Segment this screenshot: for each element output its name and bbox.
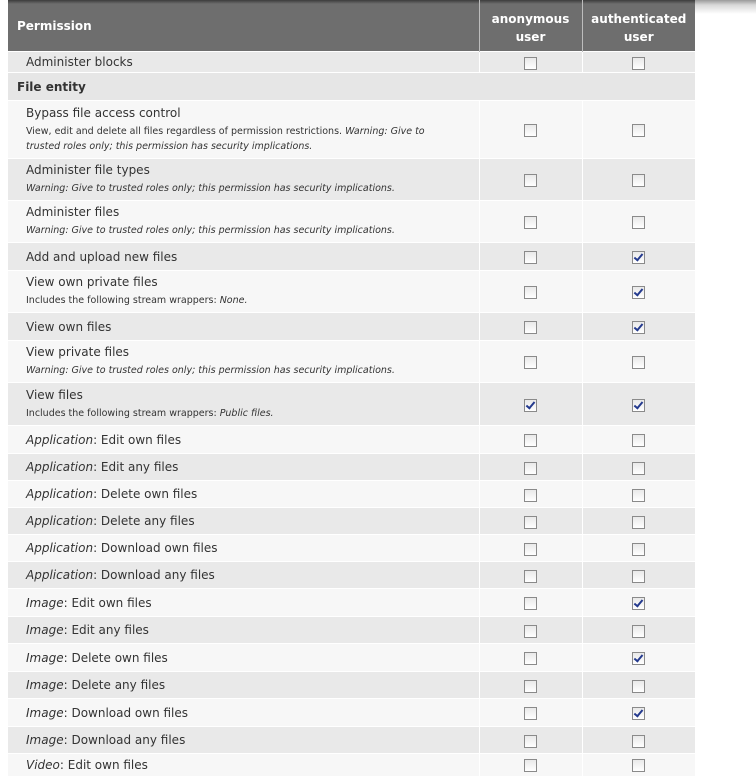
permission-cell bbox=[8, 201, 479, 243]
permission-cell bbox=[8, 159, 479, 201]
file-type-prefix: Image bbox=[26, 705, 64, 720]
permission-title bbox=[26, 55, 461, 69]
authenticated-user-column-header bbox=[582, 0, 695, 52]
permission-cell bbox=[8, 672, 479, 699]
permission-title bbox=[26, 678, 461, 692]
authenticated-user-checkbox[interactable] bbox=[632, 735, 645, 748]
anonymous-user-cell bbox=[479, 727, 582, 754]
permission-title bbox=[26, 623, 461, 637]
permission-title bbox=[26, 163, 461, 177]
authenticated-user-cell bbox=[582, 727, 695, 754]
anonymous-user-checkbox[interactable] bbox=[524, 124, 537, 137]
permission-cell bbox=[8, 754, 479, 776]
anonymous-user-cell bbox=[479, 426, 582, 454]
permission-title bbox=[26, 460, 461, 474]
permission-description bbox=[26, 124, 461, 154]
permission-row bbox=[8, 383, 695, 426]
permission-row bbox=[8, 727, 695, 754]
description-text: Includes the following stream wrappers: bbox=[26, 407, 220, 419]
description-emphasis: Public files. bbox=[219, 407, 274, 419]
permission-title bbox=[26, 487, 461, 501]
description-emphasis: Warning: Give to trusted roles only; this permission has security implications. bbox=[26, 225, 395, 236]
authenticated-user-checkbox[interactable] bbox=[632, 399, 645, 412]
permission-cell bbox=[8, 383, 479, 426]
role-name-line2: user bbox=[515, 29, 546, 44]
window-shadow bbox=[695, 0, 756, 14]
anonymous-user-checkbox[interactable] bbox=[524, 735, 537, 748]
anonymous-user-cell bbox=[479, 617, 582, 644]
permissions-table bbox=[8, 0, 695, 776]
authenticated-user-cell bbox=[582, 341, 695, 383]
authenticated-user-cell bbox=[582, 535, 695, 562]
permission-row bbox=[8, 644, 695, 672]
authenticated-user-checkbox[interactable] bbox=[632, 759, 645, 772]
file-type-prefix: Application bbox=[26, 487, 94, 501]
anonymous-user-cell bbox=[479, 383, 582, 426]
permission-title bbox=[26, 706, 461, 720]
permission-title bbox=[26, 758, 461, 772]
authenticated-user-checkbox[interactable] bbox=[632, 570, 645, 583]
permission-title-text: View own private files bbox=[26, 275, 158, 289]
role-name-line1: authenticated bbox=[591, 11, 687, 26]
authenticated-user-checkbox[interactable] bbox=[632, 543, 645, 556]
anonymous-user-cell bbox=[479, 481, 582, 508]
permission-title-text: : Delete any files bbox=[63, 678, 166, 692]
permission-title-text: View private files bbox=[26, 345, 130, 359]
permission-title bbox=[26, 596, 461, 610]
file-type-prefix: Application bbox=[26, 541, 94, 555]
anonymous-user-checkbox[interactable] bbox=[524, 57, 537, 70]
permission-title-text: View files bbox=[26, 387, 83, 402]
permission-row bbox=[8, 699, 695, 727]
permission-row bbox=[8, 508, 695, 535]
authenticated-user-checkbox[interactable] bbox=[632, 516, 645, 529]
permission-cell bbox=[8, 562, 479, 589]
description-text: View, edit and delete all files regardless of permission restrictions. bbox=[26, 125, 346, 137]
permission-title-text: Administer files bbox=[26, 205, 120, 219]
authenticated-user-cell bbox=[582, 562, 695, 589]
permission-title-text: : Edit any files bbox=[63, 623, 149, 637]
description-emphasis: None. bbox=[219, 295, 248, 306]
permission-title-text: : Edit own files bbox=[63, 595, 152, 610]
permission-row bbox=[8, 201, 695, 243]
permission-title-text: : Delete own files bbox=[93, 487, 198, 501]
anonymous-user-checkbox[interactable] bbox=[524, 597, 537, 610]
authenticated-user-checkbox[interactable] bbox=[632, 707, 645, 720]
permission-row bbox=[8, 481, 695, 508]
permission-title bbox=[26, 205, 461, 219]
anonymous-user-cell bbox=[479, 243, 582, 271]
permission-title bbox=[26, 541, 461, 555]
anonymous-user-cell bbox=[479, 101, 582, 159]
authenticated-user-cell bbox=[582, 159, 695, 201]
permission-row bbox=[8, 243, 695, 271]
anonymous-user-checkbox[interactable] bbox=[524, 356, 537, 369]
permission-description bbox=[26, 181, 461, 196]
file-type-prefix: Image bbox=[26, 678, 64, 692]
permission-title bbox=[26, 275, 461, 289]
permission-title-text: : Edit own files bbox=[59, 757, 148, 772]
permission-cell bbox=[8, 52, 479, 73]
permission-title bbox=[26, 651, 461, 665]
permission-title bbox=[26, 514, 461, 528]
permission-title-text: : Delete own files bbox=[63, 650, 168, 665]
permission-row bbox=[8, 101, 695, 159]
authenticated-user-cell bbox=[582, 52, 695, 73]
permission-row bbox=[8, 52, 695, 73]
permission-title-text: : Edit any files bbox=[93, 460, 179, 474]
file-type-prefix: Image bbox=[26, 595, 64, 610]
authenticated-user-checkbox[interactable] bbox=[632, 489, 645, 502]
authenticated-user-cell bbox=[582, 271, 695, 313]
authenticated-user-cell bbox=[582, 508, 695, 535]
permission-row bbox=[8, 562, 695, 589]
permission-title bbox=[26, 250, 461, 264]
anonymous-user-cell bbox=[479, 589, 582, 617]
description-emphasis: Warning: Give to trusted roles only; this permission has security implications. bbox=[26, 365, 395, 376]
file-type-prefix: Application bbox=[26, 460, 94, 474]
permission-row bbox=[8, 159, 695, 201]
permission-title-text: Administer file types bbox=[26, 163, 150, 177]
permission-title-text: : Download own files bbox=[63, 705, 189, 720]
authenticated-user-checkbox[interactable] bbox=[632, 625, 645, 638]
permission-cell bbox=[8, 508, 479, 535]
authenticated-user-cell bbox=[582, 101, 695, 159]
authenticated-user-cell bbox=[582, 672, 695, 699]
authenticated-user-cell bbox=[582, 426, 695, 454]
anonymous-user-checkbox[interactable] bbox=[524, 759, 537, 772]
permission-cell bbox=[8, 101, 479, 159]
anonymous-user-cell bbox=[479, 508, 582, 535]
permission-title bbox=[26, 345, 461, 359]
authenticated-user-checkbox[interactable] bbox=[632, 652, 645, 665]
anonymous-user-checkbox[interactable] bbox=[524, 174, 537, 187]
permission-cell bbox=[8, 589, 479, 617]
file-type-prefix: Image bbox=[26, 733, 64, 747]
permission-cell bbox=[8, 454, 479, 481]
permission-cell bbox=[8, 271, 479, 313]
permission-description bbox=[26, 223, 461, 238]
permission-cell bbox=[8, 699, 479, 727]
anonymous-user-checkbox[interactable] bbox=[524, 434, 537, 447]
permission-title-text: Administer blocks bbox=[26, 55, 133, 69]
anonymous-user-checkbox[interactable] bbox=[524, 251, 537, 264]
authenticated-user-checkbox[interactable] bbox=[632, 124, 645, 137]
authenticated-user-checkbox[interactable] bbox=[632, 321, 645, 334]
authenticated-user-checkbox[interactable] bbox=[632, 174, 645, 187]
authenticated-user-cell bbox=[582, 644, 695, 672]
authenticated-user-cell bbox=[582, 754, 695, 776]
anonymous-user-cell bbox=[479, 672, 582, 699]
permission-cell bbox=[8, 727, 479, 754]
authenticated-user-cell bbox=[582, 313, 695, 341]
description-text: Includes the following stream wrappers: bbox=[26, 295, 220, 306]
permission-cell bbox=[8, 535, 479, 562]
authenticated-user-checkbox[interactable] bbox=[632, 434, 645, 447]
permission-title bbox=[26, 388, 461, 402]
anonymous-user-checkbox[interactable] bbox=[524, 516, 537, 529]
file-type-prefix: Image bbox=[26, 650, 64, 665]
role-name-line2: user bbox=[623, 29, 654, 44]
permission-row bbox=[8, 672, 695, 699]
authenticated-user-checkbox[interactable] bbox=[632, 462, 645, 475]
authenticated-user-cell bbox=[582, 699, 695, 727]
module-name: File entity bbox=[8, 73, 695, 101]
anonymous-user-checkbox[interactable] bbox=[524, 570, 537, 583]
permission-title bbox=[26, 106, 461, 120]
anonymous-user-cell bbox=[479, 644, 582, 672]
permission-cell bbox=[8, 426, 479, 454]
permission-cell bbox=[8, 243, 479, 271]
authenticated-user-checkbox[interactable] bbox=[632, 356, 645, 369]
authenticated-user-cell bbox=[582, 201, 695, 243]
authenticated-user-cell bbox=[582, 481, 695, 508]
permission-title-text: Add and upload new files bbox=[26, 249, 178, 264]
permission-cell bbox=[8, 644, 479, 672]
file-type-prefix: Application bbox=[26, 568, 94, 582]
anonymous-user-cell bbox=[479, 699, 582, 727]
anonymous-user-checkbox[interactable] bbox=[524, 321, 537, 334]
anonymous-user-checkbox[interactable] bbox=[524, 543, 537, 556]
permission-title-text: Bypass file access control bbox=[26, 105, 181, 120]
permission-cell bbox=[8, 313, 479, 341]
authenticated-user-cell bbox=[582, 243, 695, 271]
table-header-row bbox=[8, 0, 695, 52]
description-emphasis: Warning: Give to trusted roles only; this permission has security implications. bbox=[26, 183, 395, 194]
permission-row bbox=[8, 454, 695, 481]
authenticated-user-checkbox[interactable] bbox=[632, 597, 645, 610]
file-type-prefix: Application bbox=[26, 514, 94, 528]
authenticated-user-checkbox[interactable] bbox=[632, 57, 645, 70]
permission-description bbox=[26, 293, 461, 308]
permission-row bbox=[8, 754, 695, 776]
anonymous-user-cell bbox=[479, 313, 582, 341]
authenticated-user-cell bbox=[582, 589, 695, 617]
anonymous-user-cell bbox=[479, 52, 582, 73]
authenticated-user-checkbox[interactable] bbox=[632, 286, 645, 299]
anonymous-user-checkbox[interactable] bbox=[524, 707, 537, 720]
anonymous-user-checkbox[interactable] bbox=[524, 625, 537, 638]
permission-cell bbox=[8, 481, 479, 508]
anonymous-user-checkbox[interactable] bbox=[524, 652, 537, 665]
authenticated-user-checkbox[interactable] bbox=[632, 251, 645, 264]
anonymous-user-checkbox[interactable] bbox=[524, 680, 537, 693]
permission-row bbox=[8, 426, 695, 454]
role-name-line1: anonymous bbox=[491, 11, 570, 26]
anonymous-user-cell bbox=[479, 201, 582, 243]
permission-row bbox=[8, 589, 695, 617]
permission-row bbox=[8, 535, 695, 562]
authenticated-user-cell bbox=[582, 617, 695, 644]
file-type-prefix: Image bbox=[26, 623, 64, 637]
anonymous-user-cell bbox=[479, 159, 582, 201]
authenticated-user-checkbox[interactable] bbox=[632, 216, 645, 229]
permission-description bbox=[26, 406, 461, 421]
permission-cell bbox=[8, 341, 479, 383]
permission-description bbox=[26, 363, 461, 378]
anonymous-user-cell bbox=[479, 341, 582, 383]
permission-title-text: : Download own files bbox=[93, 541, 218, 555]
module-row bbox=[8, 73, 695, 101]
permission-title bbox=[26, 568, 461, 582]
permission-title-text: : Download any files bbox=[93, 568, 215, 582]
anonymous-user-cell bbox=[479, 535, 582, 562]
authenticated-user-cell bbox=[582, 383, 695, 426]
anonymous-user-checkbox[interactable] bbox=[524, 489, 537, 502]
authenticated-user-checkbox[interactable] bbox=[632, 680, 645, 693]
permission-cell bbox=[8, 617, 479, 644]
anonymous-user-cell bbox=[479, 271, 582, 313]
permission-row bbox=[8, 341, 695, 383]
anonymous-user-cell bbox=[479, 562, 582, 589]
permission-title-text: : Download any files bbox=[63, 733, 186, 747]
permission-title-text: View own files bbox=[26, 319, 112, 334]
anonymous-user-checkbox[interactable] bbox=[524, 399, 537, 412]
anonymous-user-cell bbox=[479, 454, 582, 481]
file-type-prefix: Video bbox=[26, 757, 60, 772]
permission-title bbox=[26, 433, 461, 447]
anonymous-user-checkbox[interactable] bbox=[524, 462, 537, 475]
permission-row bbox=[8, 313, 695, 341]
authenticated-user-cell bbox=[582, 454, 695, 481]
file-type-prefix: Application bbox=[26, 432, 94, 447]
permission-row bbox=[8, 271, 695, 313]
anonymous-user-column-header bbox=[479, 0, 582, 52]
permission-title-text: : Delete any files bbox=[93, 514, 195, 528]
anonymous-user-checkbox[interactable] bbox=[524, 286, 537, 299]
permission-title bbox=[26, 733, 461, 747]
description-emphasis: Warning: Give to trusted roles only; this permission has security implications. bbox=[26, 125, 425, 152]
anonymous-user-checkbox[interactable] bbox=[524, 216, 537, 229]
permission-row bbox=[8, 617, 695, 644]
permission-title-text: : Edit own files bbox=[93, 432, 182, 447]
permission-column-header: Permission bbox=[8, 0, 479, 52]
permission-title bbox=[26, 320, 461, 334]
anonymous-user-cell bbox=[479, 754, 582, 776]
